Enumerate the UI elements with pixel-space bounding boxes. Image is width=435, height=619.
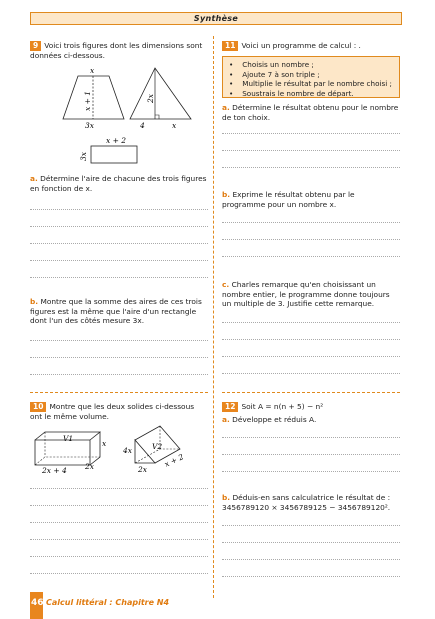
box-depth-label: 2x: [85, 462, 95, 471]
ex11-number: 11: [222, 41, 238, 51]
answer-line[interactable]: [30, 539, 208, 540]
ex11-qb-text: Exprime le résultat obtenu par le programme pour un nombre x.: [222, 190, 355, 209]
answer-line[interactable]: [222, 222, 400, 223]
page-number: 46: [31, 598, 44, 608]
triangle-base-left-label: 4: [140, 121, 145, 130]
answer-line[interactable]: [222, 167, 400, 168]
program-step: • Soustrais le nombre de départ.: [229, 89, 393, 99]
box-height-label: x: [102, 439, 107, 448]
ex10-figures: [30, 424, 210, 479]
section-title: Synthèse: [193, 14, 239, 23]
ex11-qb-label: b.: [222, 190, 231, 199]
prism-volume-label: V2: [152, 442, 163, 451]
ex11-intro-text: Voici un programme de calcul : .: [241, 41, 361, 50]
prism-depth-label: x + 2: [163, 452, 186, 469]
box-volume-label: V1: [63, 434, 74, 443]
answer-line[interactable]: [222, 559, 400, 560]
answer-line[interactable]: [30, 556, 208, 557]
exercise-separator: [30, 392, 208, 393]
answer-line[interactable]: [222, 239, 400, 240]
program-step: • Ajoute 7 à son triple ;: [229, 70, 393, 80]
triangle-base-right-label: x: [172, 121, 177, 130]
answer-line[interactable]: [222, 150, 400, 151]
ex10-number: 10: [30, 402, 46, 412]
section-banner: [30, 12, 402, 25]
answer-line[interactable]: [222, 576, 400, 577]
ex11-qa-label: a.: [222, 103, 230, 112]
answer-line[interactable]: [30, 226, 208, 227]
ex9-intro: [30, 41, 208, 61]
ex11-question-b: [222, 190, 400, 209]
prism-base-label: 2x: [138, 465, 148, 474]
trapezoid-shape: [63, 76, 124, 119]
answer-line[interactable]: [30, 573, 208, 574]
trapezoid-height-label: x + 1: [83, 90, 92, 111]
rectangle-top-label: x + 2: [106, 136, 127, 145]
trapezoid-base-label: 3x: [85, 121, 95, 130]
calc-program-box: [222, 56, 400, 98]
ex11-qc-label: c.: [222, 280, 230, 289]
answer-line[interactable]: [222, 356, 400, 357]
ex12-intro: [222, 402, 400, 412]
answer-line[interactable]: [30, 488, 208, 489]
ex12-question-b: [222, 493, 400, 512]
triangle-shape: [130, 68, 191, 119]
footer-chapter-title: Calcul littéral : Chapitre N4: [46, 598, 170, 607]
ex10-intro-text: Montre que les deux solides ci-dessous ont le même volume.: [30, 402, 195, 421]
answer-line[interactable]: [222, 322, 400, 323]
answer-line[interactable]: [30, 243, 208, 244]
ex9-qa-label: a.: [30, 174, 38, 183]
answer-line[interactable]: [30, 340, 208, 341]
rectangle-side-label: 3x: [79, 151, 88, 161]
exercise-separator: [222, 392, 400, 393]
answer-line[interactable]: [30, 357, 208, 358]
answer-line[interactable]: [222, 471, 400, 472]
ex9-qb-text: Montre que la somme des aires de ces trois figures est la même que l'aire d'un rectangle dont l'un des côtés mesure 3x.: [30, 297, 202, 326]
ex11-qc-text: Charles remarque qu'en choisissant un nombre entier, le programme donne toujours un multiple de 3. Justifie cette remarque.: [222, 280, 390, 309]
trapezoid-top-label: x: [90, 66, 95, 75]
answer-line[interactable]: [222, 525, 400, 526]
ex12-intro-text: Soit A = n(n + 5) − n²: [241, 402, 324, 411]
program-step: • Choisis un nombre ;: [229, 60, 393, 70]
prism-height-label: 4x: [123, 446, 133, 455]
answer-line[interactable]: [222, 454, 400, 455]
ex12-qa-label: a.: [222, 415, 230, 424]
triangle-height-label: 2x: [146, 93, 155, 103]
answer-line[interactable]: [30, 505, 208, 506]
answer-line[interactable]: [222, 339, 400, 340]
ex9-number: 9: [30, 41, 41, 51]
answer-line[interactable]: [222, 373, 400, 374]
ex9-intro-text: Voici trois figures dont les dimensions sont données ci-dessous.: [30, 41, 203, 60]
ex9-figures: [30, 63, 210, 165]
ex12-qb-text: Déduis-en sans calculatrice le résultat de : 3456789120 × 3456789125 − 3456789120².: [222, 493, 391, 512]
ex12-question-a: [222, 415, 400, 425]
ex11-question-a: [222, 103, 400, 122]
answer-line[interactable]: [30, 277, 208, 278]
ex10-intro: [30, 402, 208, 422]
ex12-number: 12: [222, 402, 238, 412]
ex9-qb-label: b.: [30, 297, 39, 306]
column-separator: [213, 36, 214, 598]
ex12-qa-text: Développe et réduis A.: [232, 415, 317, 424]
ex11-intro: [222, 41, 400, 51]
ex11-qa-text: Détermine le résultat obtenu pour le nombre de ton choix.: [222, 103, 399, 122]
answer-line[interactable]: [30, 522, 208, 523]
answer-line[interactable]: [222, 542, 400, 543]
program-step: • Multiplie le résultat par le nombre choisi ;: [229, 79, 393, 89]
rectangle-shape: [91, 146, 137, 163]
box-front: [35, 440, 90, 465]
ex9-qa-text: Détermine l'aire de chacune des trois figures en fonction de x.: [30, 174, 207, 193]
answer-line[interactable]: [30, 209, 208, 210]
answer-line[interactable]: [222, 133, 400, 134]
ex12-qb-label: b.: [222, 493, 231, 502]
answer-line[interactable]: [222, 256, 400, 257]
ex9-question-a: [30, 174, 208, 193]
ex11-question-c: [222, 280, 400, 309]
box-width-label: 2x + 4: [42, 466, 67, 475]
ex9-question-b: [30, 297, 208, 326]
answer-line[interactable]: [222, 437, 400, 438]
answer-line[interactable]: [30, 260, 208, 261]
answer-line[interactable]: [30, 374, 208, 375]
